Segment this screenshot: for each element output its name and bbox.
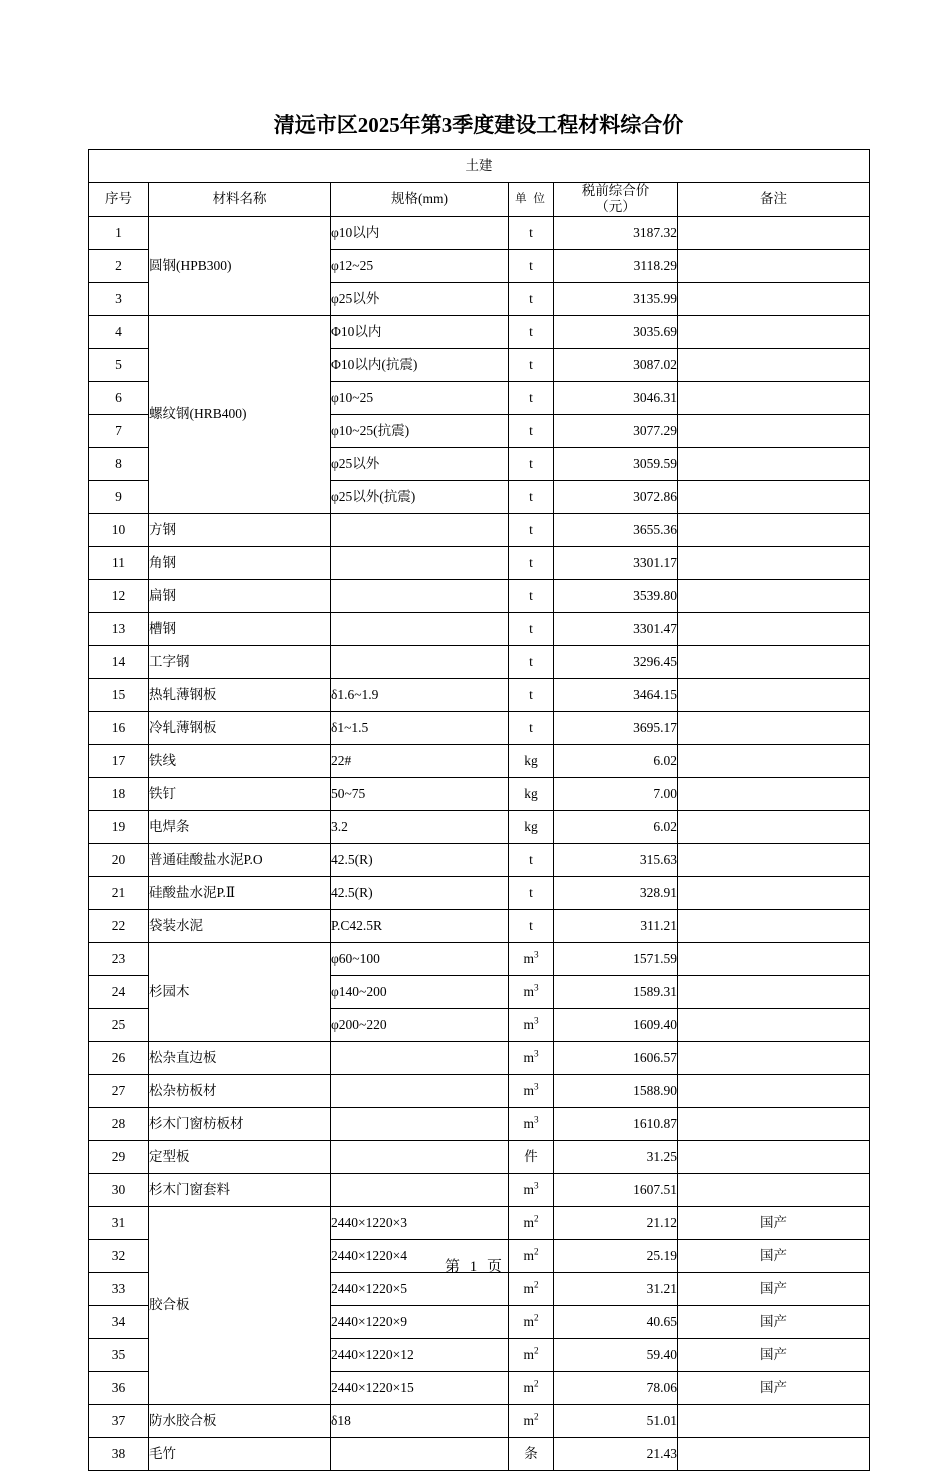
cell-note: [678, 843, 870, 876]
header-unit: 单 位: [509, 183, 554, 216]
cell-specification: φ10~25: [331, 381, 509, 414]
cell-unit: t: [509, 612, 554, 645]
cell-specification: 2440×1220×9: [331, 1305, 509, 1338]
cell-index: 19: [89, 810, 149, 843]
cell-note: [678, 1173, 870, 1206]
cell-note: [678, 546, 870, 579]
cell-material-name: 松杂直边板: [149, 1041, 331, 1074]
cell-index: 2: [89, 249, 149, 282]
table-row: [89, 678, 870, 711]
cell-unit: t: [509, 381, 554, 414]
cell-material-name: 电焊条: [149, 810, 331, 843]
cell-index: 26: [89, 1041, 149, 1074]
cell-index: 18: [89, 777, 149, 810]
cell-specification: δ1.6~1.9: [331, 678, 509, 711]
table-row: [89, 645, 870, 678]
cell-unit: 条: [509, 1437, 554, 1470]
cell-material-name: 毛竹: [149, 1437, 331, 1470]
cell-index: 16: [89, 711, 149, 744]
cell-material-name: 杉木门窗枋板材: [149, 1107, 331, 1140]
header-pretax-price-line1: 税前综合价: [581, 183, 650, 199]
cell-unit: t: [509, 414, 554, 447]
cell-note: [678, 414, 870, 447]
cell-note: [678, 777, 870, 810]
cell-unit: t: [509, 480, 554, 513]
cell-note: [678, 612, 870, 645]
cell-specification: φ140~200: [331, 975, 509, 1008]
cell-unit: t: [509, 678, 554, 711]
cell-specification: 2440×1220×15: [331, 1371, 509, 1404]
cell-note: [678, 744, 870, 777]
cell-index: 29: [89, 1140, 149, 1173]
cell-specification: P.C42.5R: [331, 909, 509, 942]
cell-note: [678, 348, 870, 381]
cell-unit: kg: [509, 777, 554, 810]
cell-note: 国产: [678, 1272, 870, 1305]
section-title: 土建: [89, 150, 870, 183]
cell-unit: $m^2$: [509, 1338, 554, 1371]
cell-specification: [331, 645, 509, 678]
cell-note: [678, 579, 870, 612]
cell-material-name: 硅酸盐水泥P.Ⅱ: [149, 876, 331, 909]
cell-material-name: 胶合板: [149, 1206, 331, 1404]
cell-index: 11: [89, 546, 149, 579]
cell-pretax-price: 315.63: [554, 843, 678, 876]
cell-material-name: 松杂枋板材: [149, 1074, 331, 1107]
table-row: [89, 315, 870, 348]
cell-pretax-price: 31.25: [554, 1140, 678, 1173]
cell-index: 34: [89, 1305, 149, 1338]
cell-unit: t: [509, 645, 554, 678]
cell-specification: 3.2: [331, 810, 509, 843]
cell-note: [678, 249, 870, 282]
cell-unit: $m^3$: [509, 1041, 554, 1074]
cell-specification: 2440×1220×12: [331, 1338, 509, 1371]
cell-material-name: 方钢: [149, 513, 331, 546]
cell-unit: $m^3$: [509, 1107, 554, 1140]
cell-unit: t: [509, 513, 554, 546]
cell-material-name: 袋装水泥: [149, 909, 331, 942]
cell-pretax-price: 3087.02: [554, 348, 678, 381]
cell-unit: t: [509, 282, 554, 315]
cell-index: 22: [89, 909, 149, 942]
cell-unit: kg: [509, 810, 554, 843]
cell-note: [678, 975, 870, 1008]
cell-material-name: 铁钉: [149, 777, 331, 810]
cell-material-name: 螺纹钢(HRB400): [149, 315, 331, 513]
cell-index: 30: [89, 1173, 149, 1206]
cell-pretax-price: 1589.31: [554, 975, 678, 1008]
cell-material-name: 槽钢: [149, 612, 331, 645]
table-row: [89, 1206, 870, 1239]
cell-pretax-price: 31.21: [554, 1272, 678, 1305]
cell-note: [678, 1404, 870, 1437]
cell-note: [678, 942, 870, 975]
cell-unit: t: [509, 348, 554, 381]
cell-pretax-price: 3046.31: [554, 381, 678, 414]
cell-unit: 件: [509, 1140, 554, 1173]
cell-index: 1: [89, 216, 149, 249]
cell-unit: t: [509, 579, 554, 612]
cell-unit: t: [509, 315, 554, 348]
table-row: [89, 876, 870, 909]
cell-specification: [331, 1437, 509, 1470]
cell-note: [678, 1140, 870, 1173]
page-footer: 第 1 页: [444, 1259, 505, 1275]
cell-note: 国产: [678, 1239, 870, 1272]
cell-note: [678, 282, 870, 315]
cell-material-name: 普通硅酸盐水泥P.O: [149, 843, 331, 876]
cell-unit: $m^2$: [509, 1239, 554, 1272]
cell-index: 7: [89, 414, 149, 447]
table-row: [89, 810, 870, 843]
cell-material-name: 冷轧薄钢板: [149, 711, 331, 744]
cell-pretax-price: 3135.99: [554, 282, 678, 315]
cell-index: 28: [89, 1107, 149, 1140]
cell-specification: φ25以外: [331, 447, 509, 480]
cell-material-name: 扁钢: [149, 579, 331, 612]
table-row: [89, 909, 870, 942]
table-row: [89, 1074, 870, 1107]
header-specification: 规格(mm): [331, 183, 509, 216]
column-header-row: [89, 183, 870, 216]
cell-unit: $m^3$: [509, 1074, 554, 1107]
header-index: 序号: [89, 183, 149, 216]
cell-specification: 2440×1220×5: [331, 1272, 509, 1305]
cell-unit: t: [509, 843, 554, 876]
cell-index: 6: [89, 381, 149, 414]
section-header-row: [89, 150, 870, 183]
cell-unit: $m^2$: [509, 1371, 554, 1404]
cell-index: 13: [89, 612, 149, 645]
cell-material-name: 铁线: [149, 744, 331, 777]
cell-pretax-price: 311.21: [554, 909, 678, 942]
cell-index: 31: [89, 1206, 149, 1239]
page-title: 清远市区2025年第3季度建设工程材料综合价: [273, 113, 684, 137]
cell-pretax-price: 3035.69: [554, 315, 678, 348]
cell-specification: φ25以外: [331, 282, 509, 315]
cell-index: 15: [89, 678, 149, 711]
cell-index: 37: [89, 1404, 149, 1437]
cell-note: 国产: [678, 1371, 870, 1404]
cell-specification: [331, 1140, 509, 1173]
cell-unit: t: [509, 216, 554, 249]
cell-unit: $m^3$: [509, 1173, 554, 1206]
table-row: [89, 513, 870, 546]
cell-specification: Φ10以内(抗震): [331, 348, 509, 381]
cell-pretax-price: 3464.15: [554, 678, 678, 711]
cell-material-name: 定型板: [149, 1140, 331, 1173]
cell-index: 32: [89, 1239, 149, 1272]
cell-unit: t: [509, 909, 554, 942]
cell-note: [678, 381, 870, 414]
table-row: [89, 1404, 870, 1437]
table-row: [89, 744, 870, 777]
cell-note: [678, 315, 870, 348]
cell-material-name: 圆钢(HPB300): [149, 216, 331, 315]
cell-pretax-price: 1571.59: [554, 942, 678, 975]
cell-specification: [331, 1074, 509, 1107]
header-material-name: 材料名称: [149, 183, 331, 216]
cell-pretax-price: 3059.59: [554, 447, 678, 480]
cell-pretax-price: 3187.32: [554, 216, 678, 249]
cell-pretax-price: 51.01: [554, 1404, 678, 1437]
cell-specification: [331, 513, 509, 546]
cell-specification: [331, 579, 509, 612]
cell-index: 10: [89, 513, 149, 546]
cell-unit: kg: [509, 744, 554, 777]
cell-unit: $m^2$: [509, 1206, 554, 1239]
cell-specification: φ200~220: [331, 1008, 509, 1041]
cell-note: 国产: [678, 1338, 870, 1371]
cell-note: [678, 513, 870, 546]
table-row: [89, 1041, 870, 1074]
cell-specification: 50~75: [331, 777, 509, 810]
cell-index: 12: [89, 579, 149, 612]
table-body: [89, 216, 870, 1470]
table-row: [89, 777, 870, 810]
cell-specification: φ60~100: [331, 942, 509, 975]
cell-note: 国产: [678, 1206, 870, 1239]
cell-pretax-price: 3072.86: [554, 480, 678, 513]
cell-index: 23: [89, 942, 149, 975]
cell-note: [678, 678, 870, 711]
cell-unit: t: [509, 447, 554, 480]
cell-unit: $m^3$: [509, 942, 554, 975]
table-row: [89, 1173, 870, 1206]
table-row: [89, 546, 870, 579]
cell-note: [678, 1041, 870, 1074]
table-row: [89, 579, 870, 612]
cell-material-name: 杉木门窗套料: [149, 1173, 331, 1206]
cell-pretax-price: 25.19: [554, 1239, 678, 1272]
cell-index: 20: [89, 843, 149, 876]
cell-specification: Φ10以内: [331, 315, 509, 348]
table-row: [89, 612, 870, 645]
cell-specification: 42.5(R): [331, 876, 509, 909]
price-sheet-page: [88, 0, 869, 1471]
cell-index: 21: [89, 876, 149, 909]
header-pretax-price: [554, 183, 678, 216]
cell-specification: 2440×1220×4: [331, 1239, 509, 1272]
cell-pretax-price: 3301.17: [554, 546, 678, 579]
cell-note: 国产: [678, 1305, 870, 1338]
cell-note: [678, 1008, 870, 1041]
cell-pretax-price: 7.00: [554, 777, 678, 810]
cell-pretax-price: 3296.45: [554, 645, 678, 678]
cell-note: [678, 216, 870, 249]
cell-pretax-price: 3077.29: [554, 414, 678, 447]
cell-pretax-price: 3695.17: [554, 711, 678, 744]
cell-note: [678, 480, 870, 513]
cell-index: 38: [89, 1437, 149, 1470]
cell-material-name: 防水胶合板: [149, 1404, 331, 1437]
cell-pretax-price: 21.43: [554, 1437, 678, 1470]
cell-specification: [331, 1107, 509, 1140]
cell-pretax-price: 1609.40: [554, 1008, 678, 1041]
cell-pretax-price: 3118.29: [554, 249, 678, 282]
table-row: [89, 216, 870, 249]
cell-note: [678, 909, 870, 942]
header-note: 备注: [678, 183, 870, 216]
cell-note: [678, 1437, 870, 1470]
table-row: [89, 843, 870, 876]
cell-pretax-price: 6.02: [554, 744, 678, 777]
cell-specification: φ10~25(抗震): [331, 414, 509, 447]
cell-pretax-price: 40.65: [554, 1305, 678, 1338]
cell-material-name: 角钢: [149, 546, 331, 579]
cell-pretax-price: 3301.47: [554, 612, 678, 645]
cell-unit: t: [509, 711, 554, 744]
table-row: [89, 1437, 870, 1470]
table-row: [89, 942, 870, 975]
cell-specification: [331, 1041, 509, 1074]
table-row: [89, 711, 870, 744]
cell-pretax-price: 3539.80: [554, 579, 678, 612]
cell-pretax-price: 21.12: [554, 1206, 678, 1239]
cell-pretax-price: 328.91: [554, 876, 678, 909]
cell-index: 17: [89, 744, 149, 777]
cell-unit: t: [509, 546, 554, 579]
cell-index: 14: [89, 645, 149, 678]
cell-note: [678, 447, 870, 480]
cell-specification: φ25以外(抗震): [331, 480, 509, 513]
cell-note: [678, 876, 870, 909]
cell-pretax-price: 1588.90: [554, 1074, 678, 1107]
cell-index: 3: [89, 282, 149, 315]
cell-note: [678, 1107, 870, 1140]
cell-specification: [331, 1173, 509, 1206]
cell-pretax-price: 59.40: [554, 1338, 678, 1371]
cell-material-name: 热轧薄钢板: [149, 678, 331, 711]
cell-index: 5: [89, 348, 149, 381]
cell-specification: δ1~1.5: [331, 711, 509, 744]
cell-material-name: 杉园木: [149, 942, 331, 1041]
cell-pretax-price: 1606.57: [554, 1041, 678, 1074]
cell-specification: [331, 546, 509, 579]
cell-unit: $m^3$: [509, 975, 554, 1008]
cell-index: 25: [89, 1008, 149, 1041]
cell-index: 33: [89, 1272, 149, 1305]
cell-specification: 22#: [331, 744, 509, 777]
cell-specification: 42.5(R): [331, 843, 509, 876]
table-row: [89, 1107, 870, 1140]
cell-note: [678, 1074, 870, 1107]
cell-index: 35: [89, 1338, 149, 1371]
cell-unit: t: [509, 876, 554, 909]
cell-unit: $m^2$: [509, 1404, 554, 1437]
cell-index: 4: [89, 315, 149, 348]
cell-index: 36: [89, 1371, 149, 1404]
table-row: [89, 1140, 870, 1173]
cell-specification: [331, 612, 509, 645]
cell-unit: t: [509, 249, 554, 282]
cell-specification: 2440×1220×3: [331, 1206, 509, 1239]
cell-pretax-price: 78.06: [554, 1371, 678, 1404]
cell-index: 9: [89, 480, 149, 513]
cell-unit: $m^2$: [509, 1272, 554, 1305]
cell-material-name: 工字钢: [149, 645, 331, 678]
cell-index: 8: [89, 447, 149, 480]
cell-note: [678, 711, 870, 744]
cell-unit: $m^3$: [509, 1008, 554, 1041]
cell-specification: φ10以内: [331, 216, 509, 249]
header-pretax-price-line2: （元）: [595, 199, 636, 215]
cell-pretax-price: 6.02: [554, 810, 678, 843]
cell-note: [678, 810, 870, 843]
cell-specification: φ12~25: [331, 249, 509, 282]
cell-pretax-price: 1607.51: [554, 1173, 678, 1206]
cell-note: [678, 645, 870, 678]
cell-index: 27: [89, 1074, 149, 1107]
cell-unit: $m^2$: [509, 1305, 554, 1338]
cell-pretax-price: 3655.36: [554, 513, 678, 546]
cell-index: 24: [89, 975, 149, 1008]
cell-specification: δ18: [331, 1404, 509, 1437]
cell-pretax-price: 1610.87: [554, 1107, 678, 1140]
